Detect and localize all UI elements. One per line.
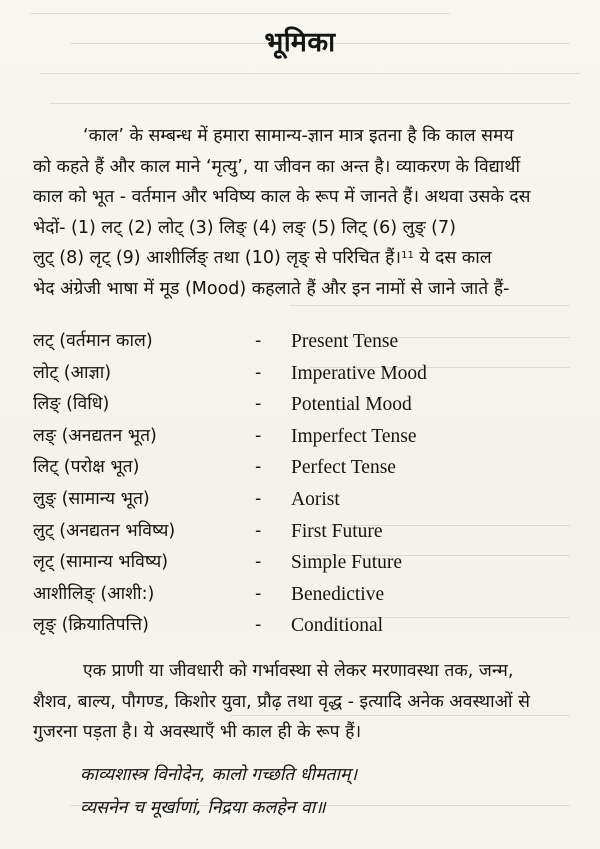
tense-row — [33, 421, 573, 453]
closing-line: एक प्राणी या जीवधारी को गर्भावस्था से लेकर मरणावस्था तक, जन्म, — [83, 661, 514, 681]
closing-paragraph — [33, 656, 567, 748]
tense-dash: - — [255, 552, 262, 573]
intro-line: भेदों- (1) लट् (2) लोट् (3) लिङ् (4) लङ् (5) लिट् (6) लुङ् (7) — [33, 217, 456, 238]
tense-dash: - — [255, 394, 262, 415]
tense-row — [33, 579, 573, 611]
intro-line: भेद अंग्रेजी भाषा में मूड (Mood) कहलाते हैं और इन नामों से जाने जाते हैं- — [33, 278, 510, 299]
tense-hindi: लृङ् (क्रियातिपत्ति) — [33, 615, 149, 636]
tense-dash: - — [255, 362, 262, 383]
tense-hindi: आशीलिङ् (आशी:) — [33, 583, 155, 604]
tense-dash: - — [255, 457, 262, 478]
tense-english: Benedictive — [291, 583, 385, 605]
tense-list — [33, 326, 573, 642]
tense-hindi: लिट् (परोक्ष भूत) — [33, 457, 140, 478]
tense-hindi: लङ् (अनद्यतन भूत) — [33, 425, 157, 446]
tense-english: Aorist — [291, 488, 340, 510]
tense-hindi: लोट् (आज्ञा) — [33, 362, 112, 383]
tense-row — [33, 452, 573, 484]
intro-line-tail: ये दस काल — [413, 248, 492, 268]
tense-hindi: लुट् (अनद्यतन भविष्य) — [33, 520, 176, 541]
tense-row — [33, 389, 573, 421]
sanskrit-verse — [80, 759, 357, 825]
tense-english: Imperative Mood — [291, 362, 427, 384]
tense-row — [33, 326, 573, 358]
intro-line: को कहते हैं और काल माने ‘मृत्यु’, या जीवन का अन्त है। व्याकरण के विद्यार्थी — [33, 156, 521, 177]
tense-dash: - — [255, 520, 262, 541]
page-title: भूमिका — [264, 27, 336, 58]
footnote-marker: 11 — [401, 250, 414, 261]
verse-line: व्यसनेन च मूर्खाणां, निद्रया कलहेन वा॥ — [80, 798, 326, 818]
tense-english: Conditional — [291, 615, 384, 637]
tense-english: Perfect Tense — [291, 457, 396, 479]
tense-hindi: लिङ् (विधि) — [33, 394, 110, 415]
tense-dash: - — [255, 615, 262, 636]
tense-hindi: लट् (वर्तमान काल) — [33, 331, 153, 351]
tense-row — [33, 358, 573, 390]
tense-english: Imperfect Tense — [291, 425, 417, 447]
tense-row — [33, 547, 573, 579]
intro-line-text: लुट् (8) लृट् (9) आशीर्लिङ् तथा (10) लृङ् से परिचित हैं। — [33, 248, 402, 268]
tense-hindi: लुङ् (सामान्य भूत) — [33, 488, 150, 509]
tense-english: Present Tense — [291, 331, 399, 352]
intro-line: काल को भूत - वर्तमान और भविष्य काल के रूप में जानते हैं। अथवा उसके दस — [33, 187, 531, 207]
tense-row — [33, 610, 573, 642]
tense-english: First Future — [291, 520, 383, 542]
tense-hindi: लृट् (सामान्य भविष्य) — [33, 552, 169, 573]
tense-dash: - — [255, 425, 262, 446]
intro-line: ‘काल’ के सम्बन्ध में हमारा सामान्य-ज्ञान मात्र इतना है कि काल समय — [83, 126, 514, 146]
tense-dash: - — [255, 488, 262, 509]
intro-paragraph — [33, 121, 567, 304]
tense-english: Simple Future — [291, 552, 403, 574]
tense-row — [33, 516, 573, 548]
tense-english: Potential Mood — [291, 394, 412, 416]
tense-row — [33, 484, 573, 516]
closing-line: शैशव, बाल्य, पौगण्ड, किशोर युवा, प्रौढ़ तथा वृद्ध - इत्यादि अनेक अवस्थाओं से — [33, 691, 530, 712]
verse-line: काव्यशास्त्र विनोदेन, कालो गच्छति धीमताम्। — [80, 765, 358, 785]
tense-dash: - — [255, 583, 262, 604]
closing-line: गुजरना पड़ता है। ये अवस्थाएँ भी काल ही के रूप हैं। — [33, 722, 362, 742]
intro-line-with-footnote — [33, 243, 567, 274]
tense-dash: - — [255, 331, 262, 351]
